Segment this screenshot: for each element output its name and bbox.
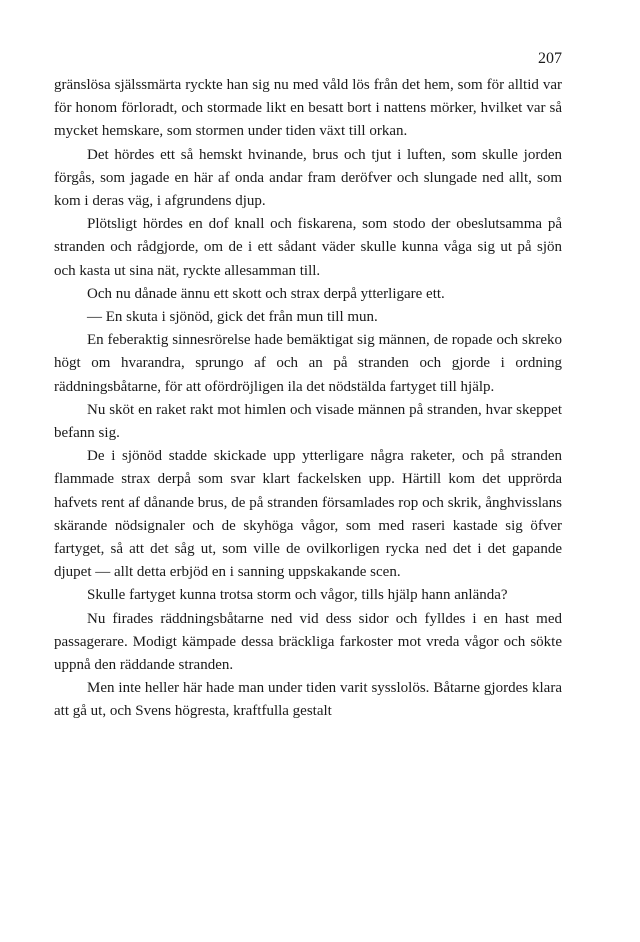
paragraph: Nu sköt en raket rakt mot himlen och visade männen på stranden, hvar skeppet befann sig. [54,401,562,442]
page-number: 207 [538,50,562,67]
paragraph: Nu firades räddningsbåtarne ned vid dess sidor och fylldes i en hast med passagerare. Modigt kämpade dessa bräckliga farkoster mot vreda vågor och sökte uppnå den räddande stranden. [54,610,562,674]
paragraph: Det hördes ett så hemskt hvinande, brus och tjut i luften, som skulle jorden förgås, som jagade en här af onda andar fram deröfver och slungade ned allt, som kom i deras väg, i afgrundens djup. [54,146,562,210]
paragraph-continued: gränslösa själssmärta ryckte han sig nu med våld lös från det hem, som för alltid var för honom förloradt, och stormade likt en besatt bort i nattens mörker, hvilket var så mycket hemskare, som stormen under tiden växt till orkan. [54,77,562,140]
paragraph: Plötsligt hördes en dof knall och fiskarena, som stodo der obeslutsamma på stranden och rådgjorde, om de i ett sådant väder skulle kunna våga sig ut på sjön och kasta ut sina nät, ryckte allesamman till. [54,216,562,279]
paragraph: — En skuta i sjönöd, gick det från mun till mun. [87,309,378,326]
paragraph: Skulle fartyget kunna trotsa storm och vågor, tills hjälp hann anlända? [87,587,508,604]
paragraph: Men inte heller här hade man under tiden varit sysslolös. Båtarne gjordes klara att gå ut, och Svens högresta, kraftfulla gestalt [54,680,562,720]
body-text [54,74,562,724]
paragraph: En feberaktig sinnesrörelse hade bemäktigat sig männen, de ropade och skreko högt om hvarandra, sprungo af och an på stranden och gjorde i ordning räddningsbåtarne, för att ofördröjligen ila det nödstälda fartyget till hjälp. [54,332,562,395]
paragraph: Och nu dånade ännu ett skott och strax derpå ytterligare ett. [87,285,445,302]
paragraph: De i sjönöd stadde skickade upp ytterligare några raketer, och på stranden flammade strax derpå som svar klart fackelsken upp. Härtill kom det upprörda hafvets rent af dånande brus, de på stranden församlades rop och skrik, ånghvisslans skärande nödsignaler och de skyhöga vågor, som med raseri kastade sig öfver fartyget, så att det såg ut, som ville de ovilkorligen rycka ned det i det gapande djupet — allt detta erbjöd en i sanning uppskakande scen. [54,448,562,581]
